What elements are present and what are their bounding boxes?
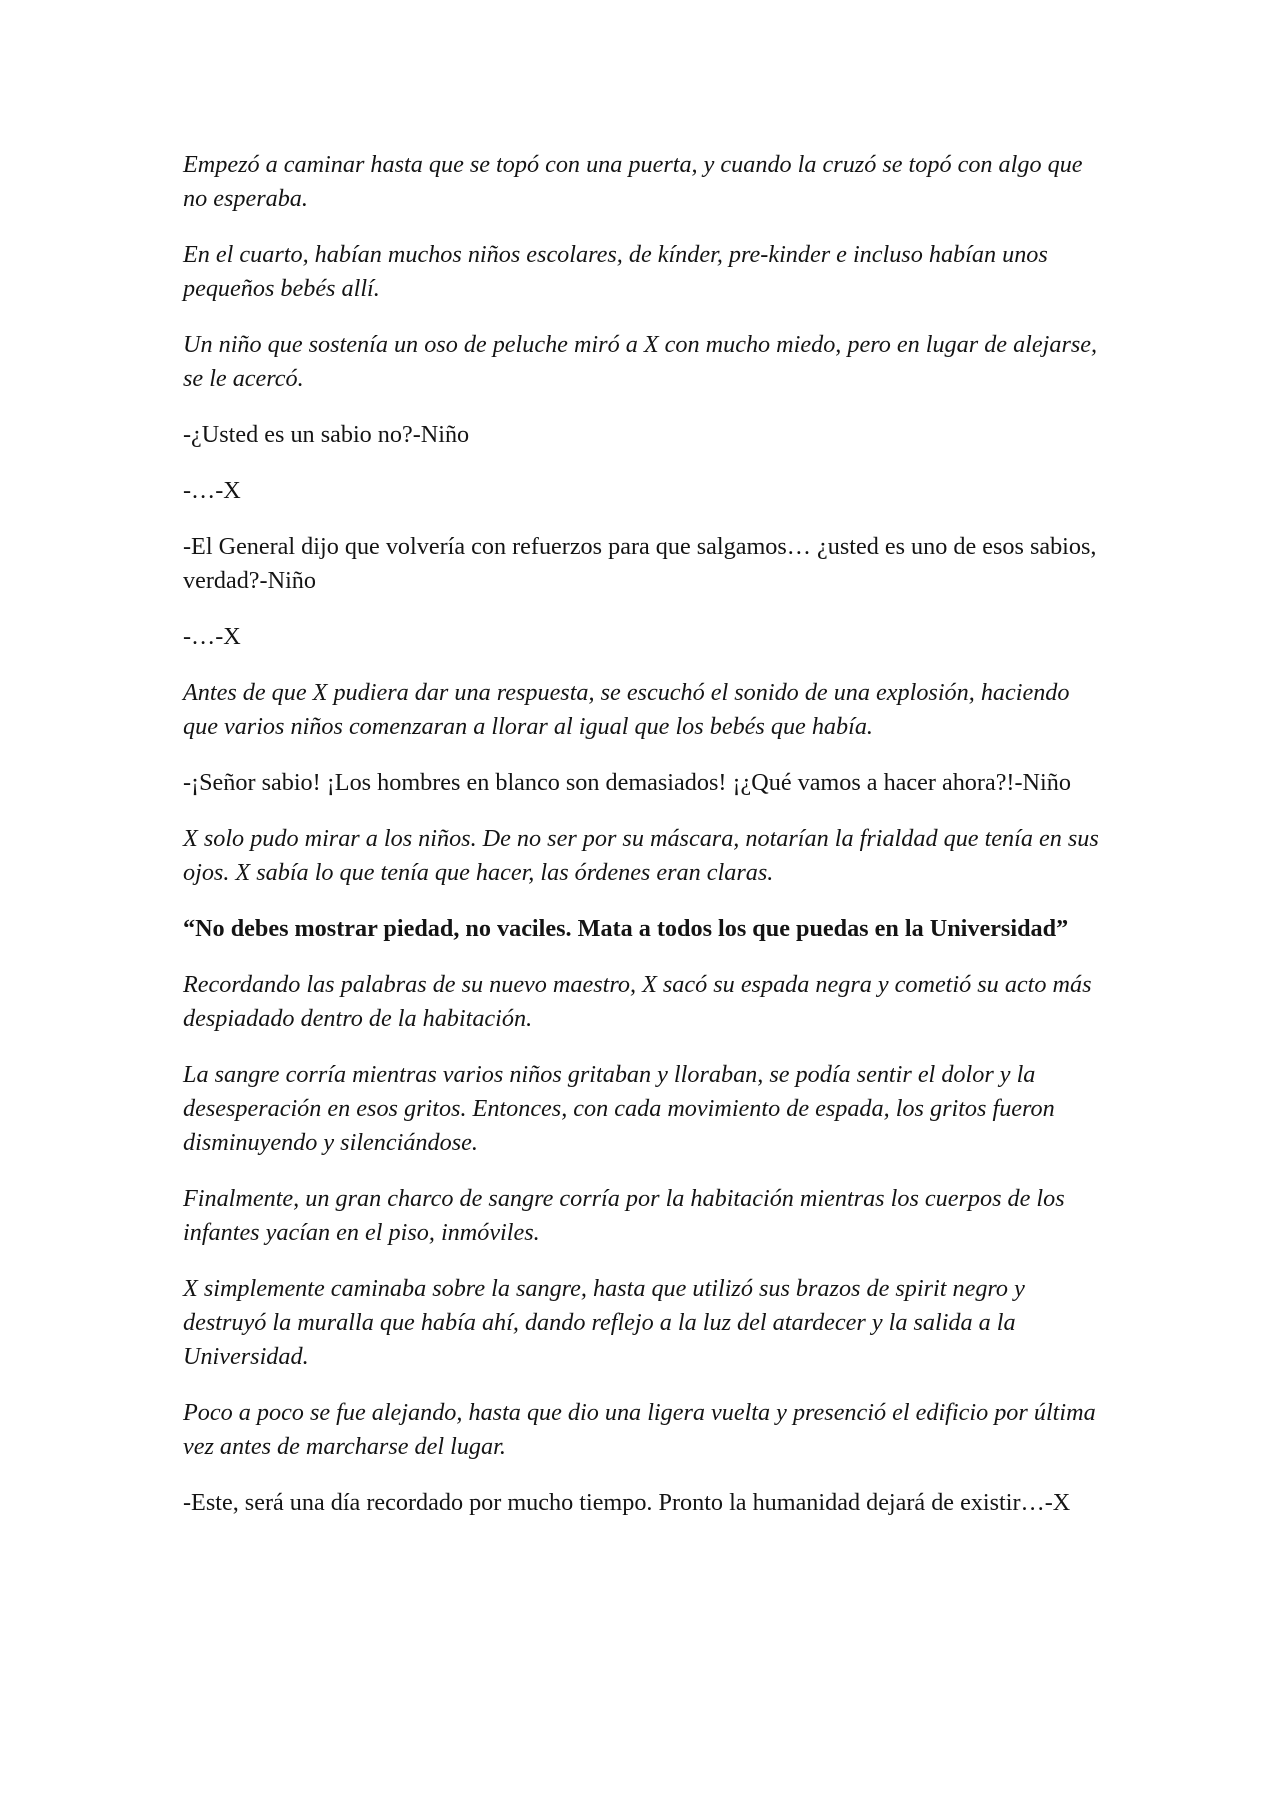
narration-paragraph: Finalmente, un gran charco de sangre corría por la habitación mientras los cuerpos de los infantes yacían en el piso, inmóviles. bbox=[183, 1185, 1065, 1246]
narration-paragraph: Poco a poco se fue alejando, hasta que dio una ligera vuelta y presenció el edificio por última vez antes de marcharse del lugar. bbox=[183, 1399, 1096, 1460]
dialogue-line: -¿Usted es un sabio no?-Niño bbox=[183, 421, 470, 448]
dialogue-line: -El General dijo que volvería con refuerzos para que salgamos… ¿usted es uno de esos sabios, verdad?-Niño bbox=[183, 533, 1097, 594]
narration-paragraph: Recordando las palabras de su nuevo maestro, X sacó su espada negra y cometió su acto más despiadado dentro de la habitación. bbox=[183, 971, 1092, 1032]
narration-paragraph: Empezó a caminar hasta que se topó con una puerta, y cuando la cruzó se topó con algo que no esperaba. bbox=[183, 151, 1083, 212]
narration-paragraph: X simplemente caminaba sobre la sangre, hasta que utilizó sus brazos de spirit negro y destruyó la muralla que había ahí, dando reflejo a la luz del atardecer y la salida a la Universidad. bbox=[183, 1275, 1025, 1370]
dialogue-line: -¡Señor sabio! ¡Los hombres en blanco son demasiados! ¡¿Qué vamos a hacer ahora?!-Niño bbox=[183, 769, 1071, 796]
narration-paragraph: Un niño que sostenía un oso de peluche miró a X con mucho miedo, pero en lugar de alejarse, se le acercó. bbox=[183, 331, 1098, 392]
narration-paragraph: En el cuarto, habían muchos niños escolares, de kínder, pre-kinder e incluso habían unos pequeños bebés allí. bbox=[183, 241, 1048, 302]
dialogue-line: -Este, será una día recordado por mucho tiempo. Pronto la humanidad dejará de existir…-X bbox=[183, 1489, 1071, 1516]
narration-paragraph: La sangre corría mientras varios niños gritaban y lloraban, se podía sentir el dolor y la desesperación en esos gritos. Entonces, con cada movimiento de espada, los gritos fueron disminuyendo y silenciándose. bbox=[183, 1061, 1055, 1156]
bold-quote: “No debes mostrar piedad, no vaciles. Mata a todos los que puedas en la Universidad” bbox=[183, 915, 1069, 942]
document-page bbox=[183, 148, 1103, 1542]
dialogue-line: -…-X bbox=[183, 477, 241, 504]
dialogue-line: -…-X bbox=[183, 623, 241, 650]
narration-paragraph: Antes de que X pudiera dar una respuesta, se escuchó el sonido de una explosión, haciendo que varios niños comenzaran a llorar al igual que los bebés que había. bbox=[183, 679, 1070, 740]
narration-paragraph: X solo pudo mirar a los niños. De no ser por su máscara, notarían la frialdad que tenía en sus ojos. X sabía lo que tenía que hacer, las órdenes eran claras. bbox=[183, 825, 1099, 886]
